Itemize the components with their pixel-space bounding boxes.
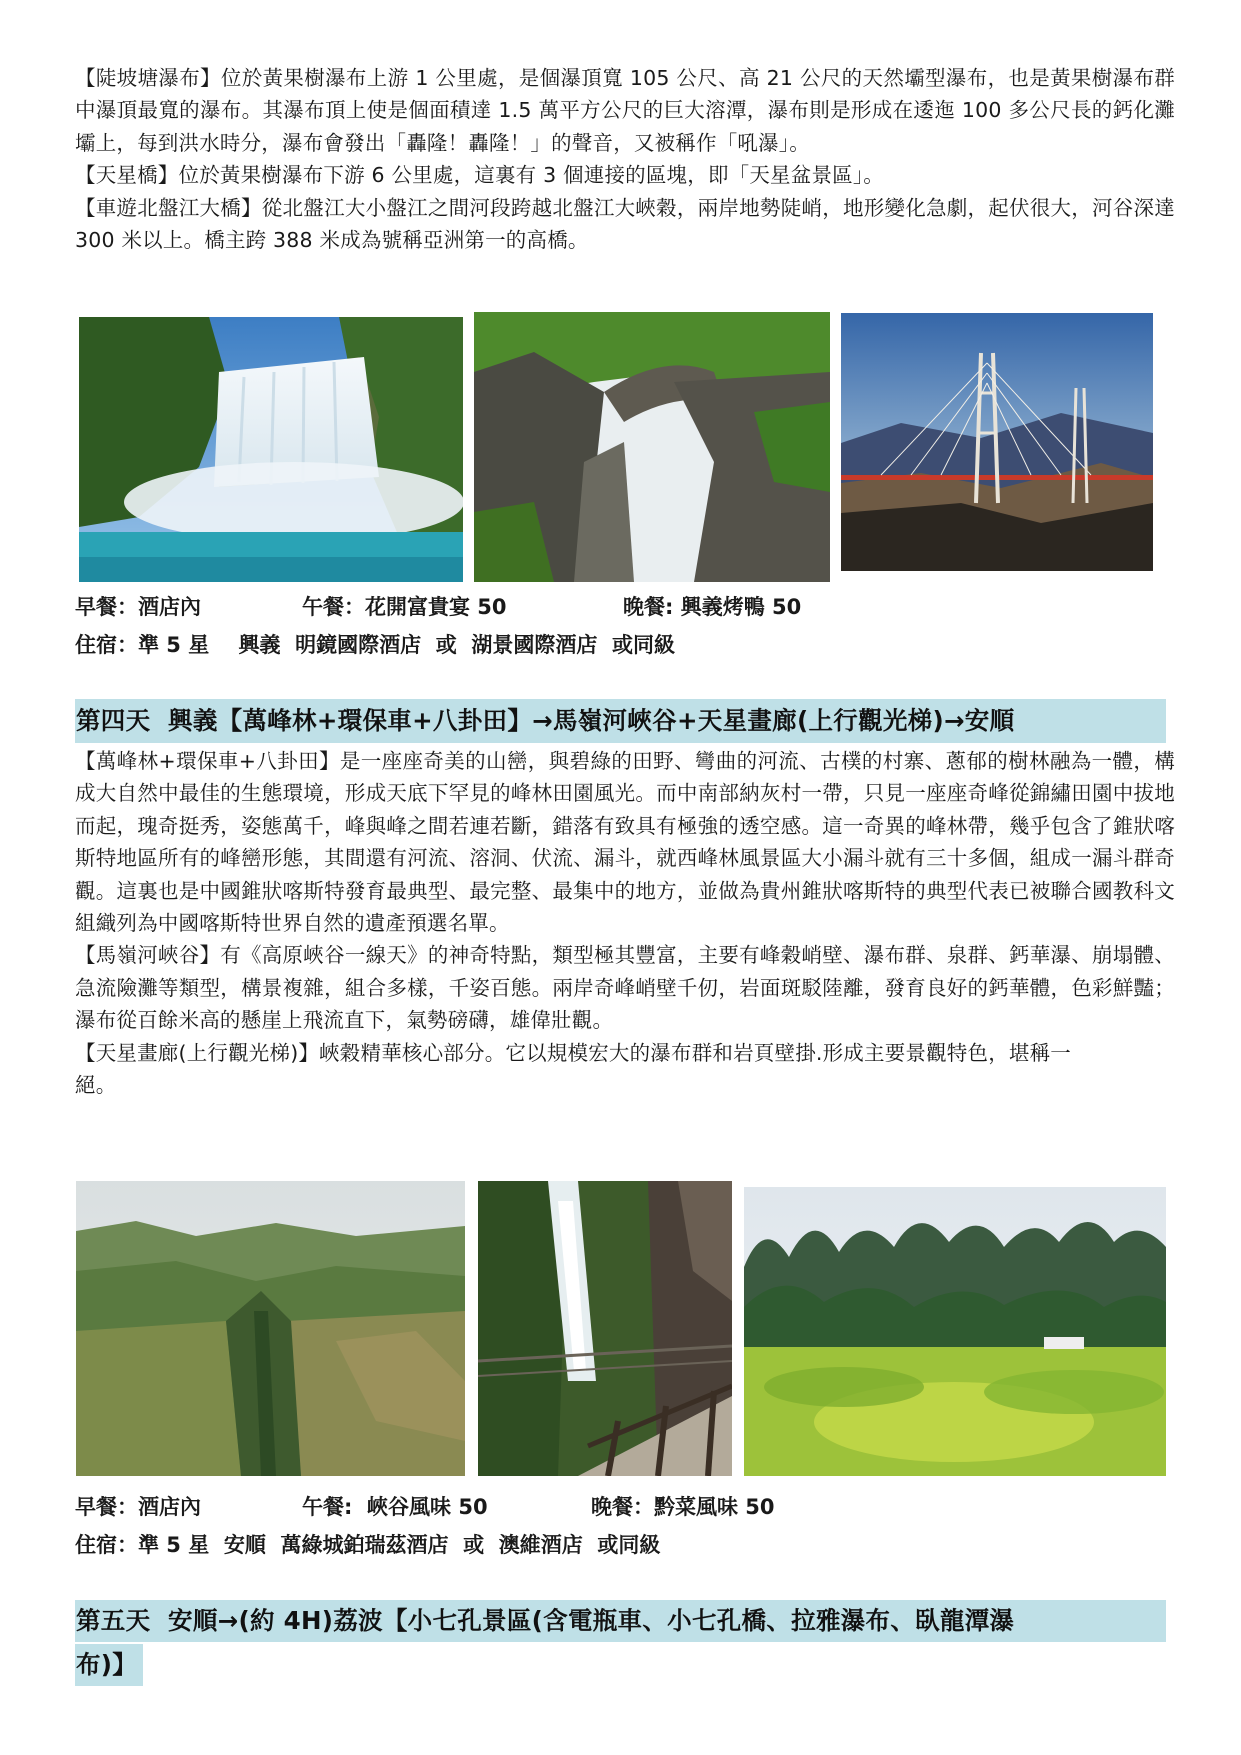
intro-section	[75, 62, 1175, 256]
photo-beipanjiang-bridge	[841, 313, 1153, 571]
photo-natural-stone-bridge	[474, 312, 830, 582]
photo-wanfenglin-fields	[744, 1187, 1166, 1476]
photo-waterfall	[79, 317, 463, 582]
day4-breakfast: 早餐：酒店內	[75, 1495, 201, 1519]
day4-header: 第四天 興義【萬峰林+環保車+八卦田】→馬嶺河峽谷+天星畫廊(上行觀光梯)→安順	[75, 699, 1166, 743]
day4-paragraph-tianxing-gallery: 【天星畫廊(上行觀光梯)】峽穀精華核心部分。它以規模宏大的瀑布群和岩頁壁掛.形成主要景觀特色，堪稱一絕。	[75, 1040, 1072, 1098]
intro-paragraph-beipanjiang-bridge: 【車遊北盤江大橋】從北盤江大小盤江之間河段跨越北盤江大峽穀，兩岸地勢陡峭，地形變化急劇，起伏很大，河谷深達 300 米以上。橋主跨 388 米成為號稱亞洲第一的高橋。	[75, 195, 1175, 253]
day4-section	[75, 745, 1175, 1101]
photo-canyon-aerial	[76, 1181, 465, 1476]
intro-paragraph-doupotang: 【陡坡塘瀑布】位於黃果樹瀑布上游 1 公里處，是個瀑頂寬 105 公尺、高 21 公尺的天然壩型瀑布，也是黃果樹瀑布群中瀑頂最寬的瀑布。其瀑布頂上使是個面積達 1.5 萬平方公尺的巨大溶潭，瀑布則是形成在逶迤 100 多公尺長的鈣化灘壩上，每到洪水時分，瀑布會發出「轟隆！轟隆！」的聲音，又被稱作「吼瀑」。	[75, 66, 1175, 155]
day4-lodging: 住宿：準 5 星 安順 萬綠城鉑瑞茲酒店 或 澳維酒店 或同級	[75, 1533, 661, 1557]
day4-lunch: 午餐: 峽谷風味 50	[302, 1495, 488, 1519]
day3-dinner: 晚餐: 興義烤鴨 50	[623, 595, 802, 619]
intro-paragraph-tianxingqiao: 【天星橋】位於黃果樹瀑布下游 6 公里處，這裏有 3 個連接的區塊，即「天星盆景區」。	[75, 163, 884, 188]
day5-header-line1: 第五天 安順→(約 4H)荔波【小七孔景區(含電瓶車、小七孔橋、拉雅瀑布、臥龍潭瀑	[75, 1600, 1166, 1642]
day3-breakfast: 早餐：酒店內	[75, 595, 201, 619]
photo-waterfall-walkway	[478, 1181, 732, 1476]
day5-header-line2: 布)】	[75, 1644, 143, 1686]
day3-lodging: 住宿：準 5 星 興義 明鏡國際酒店 或 湖景國際酒店 或同級	[75, 633, 675, 657]
day4-dinner: 晚餐：黔菜風味 50	[591, 1495, 775, 1519]
day3-lunch: 午餐：花開富貴宴 50	[302, 595, 507, 619]
day4-paragraph-malinghe: 【馬嶺河峽谷】有《高原峽谷一線天》的神奇特點，類型極其豐富，主要有峰穀峭壁、瀑布群、泉群、鈣華瀑、崩塌體、急流險灘等類型，構景複雜，組合多樣，千姿百態。兩岸奇峰峭壁千仞，岩面斑駁陸離，發育良好的鈣華體，色彩鮮豔；瀑布從百餘米高的懸崖上飛流直下，氣勢磅礴，雄偉壯觀。	[75, 943, 1175, 1033]
day4-paragraph-wanfenglin: 【萬峰林+環保車+八卦田】是一座座奇美的山巒，與碧綠的田野、彎曲的河流、古樸的村寨、蔥郁的樹林融為一體，構成大自然中最佳的生態環境，形成天底下罕見的峰林田園風光。而中南部納灰村一帶，只見一座座奇峰從錦繡田園中拔地而起，瑰奇挺秀，姿態萬千，峰與峰之間若連若斷，錯落有致具有極強的透空感。這一奇異的峰林帶，幾乎包含了錐狀喀斯特地區所有的峰巒形態，其間還有河流、溶洞、伏流、漏斗，就西峰林風景區大小漏斗就有三十多個，組成一漏斗群奇觀。這裏也是中國錐狀喀斯特發育最典型、最完整、最集中的地方，並做為貴州錐狀喀斯特的典型代表已被聯合國教科文組織列為中國喀斯特世界自然的遺產預選名單。	[75, 749, 1175, 936]
